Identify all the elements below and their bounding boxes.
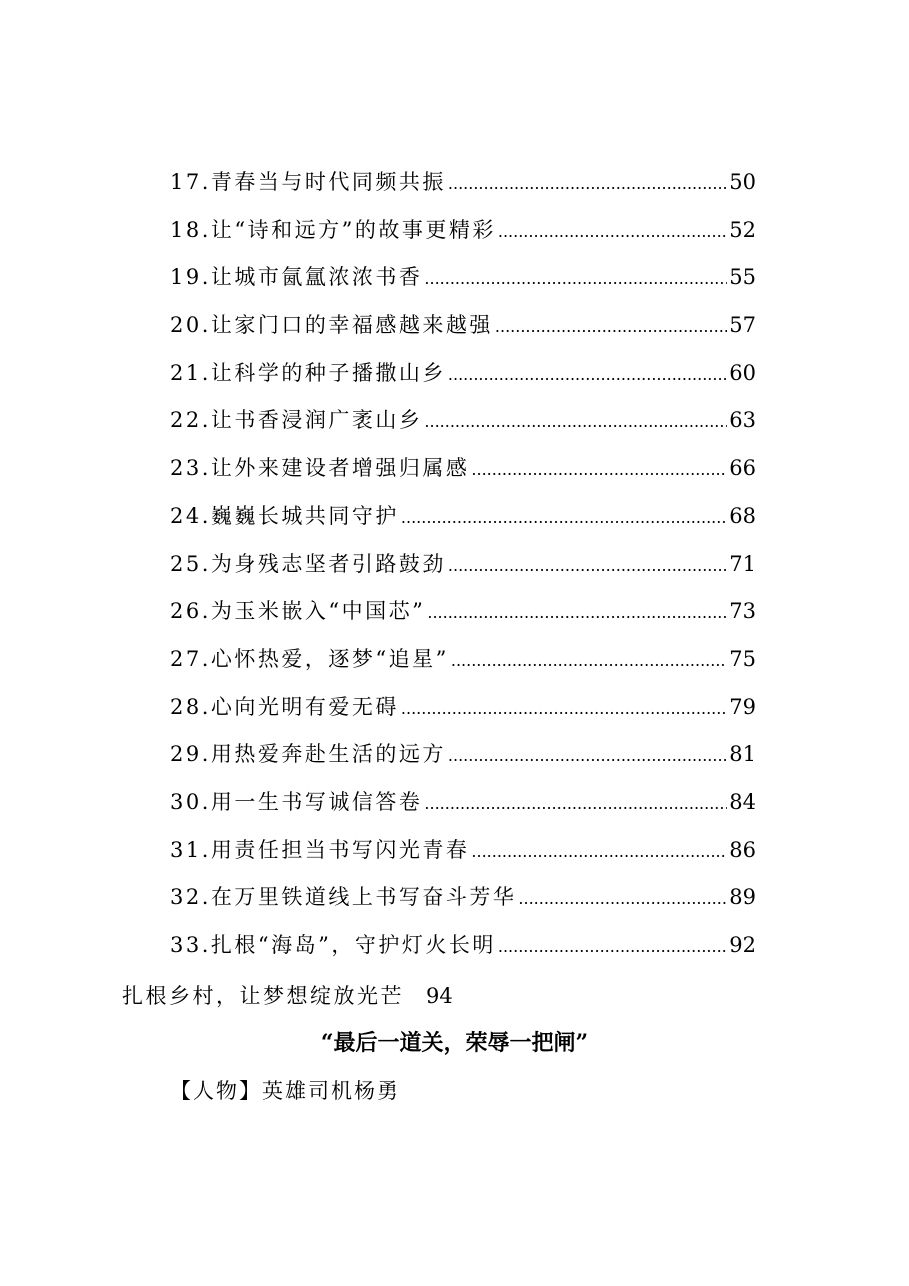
toc-entry-title: 19.让城市氤氲浓浓书香	[170, 265, 423, 290]
toc-entry[interactable]	[170, 643, 756, 691]
toc-leader-dots	[448, 746, 727, 765]
toc-entry-title: 22.让书香浸润广袤山乡	[170, 408, 423, 433]
toc-leader-dots	[471, 842, 727, 861]
toc-entry-page: 66	[729, 456, 756, 481]
toc-entry-title: 23.让外来建设者增强归属感	[170, 456, 470, 481]
section-heading: “最后一道关，荣辱一把闸”	[320, 1030, 589, 1056]
toc-entry-page: 60	[729, 360, 756, 385]
toc-entry-title: 26.为玉米嵌入“中国芯”	[170, 599, 426, 624]
toc-entry[interactable]	[170, 595, 756, 643]
toc-entry[interactable]	[170, 166, 756, 214]
toc-entry[interactable]	[170, 214, 756, 262]
person-line: 【人物】英雄司机杨勇	[170, 1079, 400, 1103]
toc-entry-page: 81	[729, 742, 756, 767]
toc-leader-dots	[401, 699, 727, 718]
toc-leader-dots	[471, 460, 727, 479]
toc-entry-page: 75	[729, 646, 756, 671]
toc-leader-dots	[448, 174, 727, 193]
toc-entry[interactable]	[170, 881, 756, 929]
toc-entry-title: 21.让科学的种子播撒山乡	[170, 360, 446, 385]
toc-entry-title: 33.扎根“海岛”，守护灯火长明	[170, 933, 496, 957]
toc-entry-page: 92	[729, 933, 756, 957]
toc-entry[interactable]	[170, 404, 756, 452]
toc-loose-entry-title: 扎根乡村，让梦想绽放光芒	[122, 984, 404, 1008]
toc-loose-entry-page: 94	[426, 984, 453, 1008]
toc-entry-page: 84	[729, 789, 756, 814]
toc-leader-dots	[498, 937, 727, 956]
toc-entry-page: 89	[729, 885, 756, 910]
toc-entry-title: 20.让家门口的幸福感越来越强	[170, 313, 493, 338]
toc-entry[interactable]	[170, 357, 756, 405]
toc-leader-dots	[451, 651, 727, 670]
toc-leader-dots	[424, 412, 727, 431]
toc-leader-dots	[448, 365, 727, 384]
toc-entry[interactable]	[170, 834, 756, 882]
toc-leader-dots	[495, 317, 727, 336]
toc-entry-title: 18.让“诗和远方”的故事更精彩	[170, 217, 496, 242]
toc-entry-page: 57	[729, 313, 756, 338]
toc-entry[interactable]	[170, 309, 756, 357]
toc-entry[interactable]	[170, 548, 756, 596]
toc-entry[interactable]	[170, 929, 756, 977]
toc-leader-dots	[424, 794, 727, 813]
toc-entry-page: 86	[729, 837, 756, 862]
toc-leader-dots	[518, 889, 727, 908]
toc-entry[interactable]	[170, 738, 756, 786]
toc-entry-page: 50	[729, 170, 756, 194]
toc-leader-dots	[424, 269, 727, 288]
toc-leader-dots	[401, 508, 727, 527]
toc-entry-title: 25.为身残志坚者引路鼓劲	[170, 551, 446, 576]
toc-entry-title: 28.心向光明有爱无碍	[170, 694, 399, 719]
toc-entry[interactable]	[170, 691, 756, 739]
toc-leader-dots	[448, 556, 727, 575]
toc-entry-page: 79	[729, 694, 756, 719]
toc-entry-page: 52	[729, 217, 756, 242]
toc-loose-entry[interactable]	[122, 980, 453, 1010]
toc-entry-title: 24.巍巍长城共同守护	[170, 503, 399, 528]
toc-entry-page: 71	[729, 551, 756, 576]
toc-entry-title: 17.青春当与时代同频共振	[170, 170, 446, 194]
toc-entry-title: 29.用热爱奔赴生活的远方	[170, 742, 446, 767]
toc-entry-page: 63	[729, 408, 756, 433]
toc-entry[interactable]	[170, 786, 756, 834]
toc-leader-dots	[498, 222, 727, 241]
toc-leader-dots	[427, 603, 727, 622]
toc-entry-title: 32.在万里铁道线上书写奋斗芳华	[170, 885, 517, 910]
toc-entry-title: 30.用一生书写诚信答卷	[170, 789, 423, 814]
toc-entry-page: 68	[729, 503, 756, 528]
toc-entry[interactable]	[170, 452, 756, 500]
toc-entry[interactable]	[170, 261, 756, 309]
toc-entry-title: 27.心怀热爱，逐梦“追星”	[170, 646, 449, 671]
toc-entry-title: 31.用责任担当书写闪光青春	[170, 837, 470, 862]
table-of-contents	[170, 166, 756, 977]
toc-entry-page: 73	[729, 599, 756, 624]
toc-entry-page: 55	[729, 265, 756, 290]
toc-entry[interactable]	[170, 500, 756, 548]
